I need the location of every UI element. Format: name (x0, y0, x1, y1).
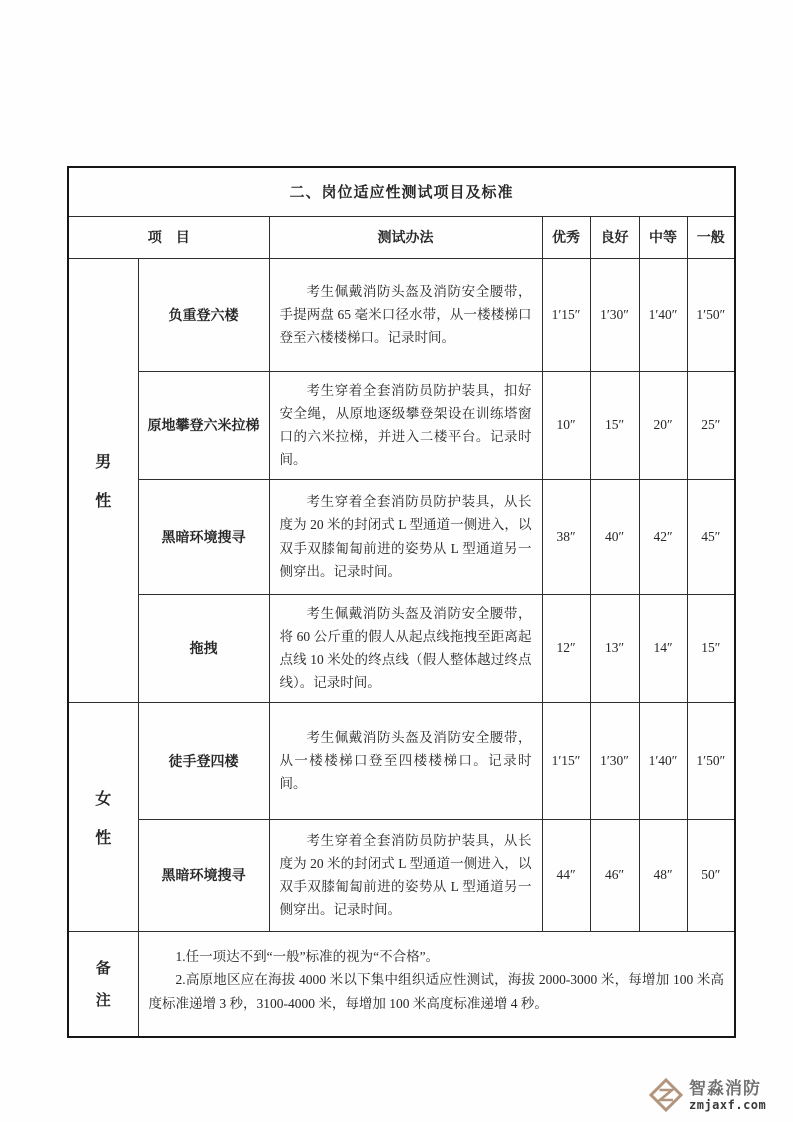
table-row (68, 819, 735, 931)
method-text: 考生佩戴消防头盔及消防安全腰带，从一楼楼梯口登至四楼楼梯口。记录时间。 (279, 729, 532, 792)
score-good: 1′30″ (590, 258, 639, 371)
header-method: 测试办法 (269, 216, 542, 258)
table-title-row (68, 167, 735, 216)
score-medium: 48″ (639, 819, 687, 931)
score-medium: 1′40″ (639, 258, 687, 371)
header-grade-good: 良好 (590, 216, 639, 258)
brand-watermark (648, 1077, 766, 1113)
header-grade-general: 一般 (687, 216, 735, 258)
item-name: 拖拽 (138, 594, 269, 702)
table-row (68, 702, 735, 819)
gender-char: 性 (95, 829, 112, 847)
score-medium: 14″ (639, 594, 687, 702)
score-medium: 20″ (639, 371, 687, 479)
gender-char: 男 (95, 454, 112, 471)
brand-text-block (689, 1080, 766, 1111)
item-name: 黑暗环境搜寻 (138, 819, 269, 931)
score-good: 40″ (590, 479, 639, 594)
method-text: 考生穿着全套消防员防护装具，从长度为 20 米的封闭式 L 型通道一侧进入，以双手双膝匍匐前进的姿势从 L 型通道另一侧穿出。记录时间。 (279, 832, 532, 918)
method-text: 考生穿着全套消防员防护装具，扣好安全绳，从原地逐级攀登架设在训练塔窗口的六米拉梯，并进入二楼平台。记录时间。 (279, 382, 532, 468)
method-cell (269, 594, 542, 702)
remark-label-char: 备 (95, 960, 111, 978)
table-row (68, 258, 735, 371)
header-grade-medium: 中等 (639, 216, 687, 258)
method-cell (269, 479, 542, 594)
score-excellent: 1′15″ (542, 702, 590, 819)
score-excellent: 12″ (542, 594, 590, 702)
gender-label-male (68, 258, 138, 702)
score-general: 50″ (687, 819, 735, 931)
table-row (68, 371, 735, 479)
score-medium: 1′40″ (639, 702, 687, 819)
score-good: 46″ (590, 819, 639, 931)
score-general: 15″ (687, 594, 735, 702)
item-name: 黑暗环境搜寻 (138, 479, 269, 594)
gender-char: 性 (95, 493, 112, 510)
gender-label-female (68, 702, 138, 931)
score-excellent: 1′15″ (542, 258, 590, 371)
table-row (68, 479, 735, 594)
method-cell (269, 258, 542, 371)
method-text: 考生佩戴消防头盔及消防安全腰带，将 60 公斤重的假人从起点线拖拽至距离起点线 10 米处的终点线（假人整体越过终点线）。记录时间。 (279, 605, 532, 691)
item-name: 原地攀登六米拉梯 (138, 371, 269, 479)
brand-site-url: zmjaxf.com (689, 1097, 767, 1112)
score-good: 1′30″ (590, 702, 639, 819)
item-name: 负重登六楼 (138, 258, 269, 371)
method-text: 考生佩戴消防头盔及消防安全腰带，手提两盘 65 毫米口径水带，从一楼楼梯口登至六楼楼梯口。记录时间。 (279, 283, 532, 346)
remark-label-char: 注 (95, 992, 111, 1010)
gender-char: 女 (95, 790, 112, 808)
score-good: 15″ (590, 371, 639, 479)
score-general: 45″ (687, 479, 735, 594)
header-item: 项 目 (68, 216, 269, 258)
remark-label (68, 931, 138, 1037)
remark-content (138, 931, 735, 1037)
remark-line-2: 2.高原地区应在海拔 4000 米以下集中组织适应性测试，海拔 2000-3000 米，每增加 100 米高度标准递增 3 秒，3100-4000 米，每增加 100 米高度标准递增 4 秒。 (148, 972, 725, 1011)
adaptability-test-table (67, 166, 736, 1038)
method-cell (269, 371, 542, 479)
item-name: 徒手登四楼 (138, 702, 269, 819)
remark-row (68, 931, 735, 1037)
method-text: 考生穿着全套消防员防护装具，从长度为 20 米的封闭式 L 型通道一侧进入，以双手双膝匍匐前进的姿势从 L 型通道另一侧穿出。记录时间。 (279, 494, 532, 579)
score-general: 1′50″ (687, 258, 735, 371)
score-general: 1′50″ (687, 702, 735, 819)
score-general: 25″ (687, 371, 735, 479)
score-medium: 42″ (639, 479, 687, 594)
table-header-row (68, 216, 735, 258)
score-good: 13″ (590, 594, 639, 702)
method-cell (269, 702, 542, 819)
score-excellent: 10″ (542, 371, 590, 479)
diamond-z-logo-icon (648, 1077, 684, 1113)
score-excellent: 44″ (542, 819, 590, 931)
table-title: 二、岗位适应性测试项目及标准 (68, 167, 735, 216)
header-grade-excellent: 优秀 (542, 216, 590, 258)
score-excellent: 38″ (542, 479, 590, 594)
brand-name: 智淼消防 (689, 1078, 761, 1098)
method-cell (269, 819, 542, 931)
table-row (68, 594, 735, 702)
remark-line-1: 1.任一项达不到“一般”标准的视为“不合格”。 (175, 948, 440, 964)
